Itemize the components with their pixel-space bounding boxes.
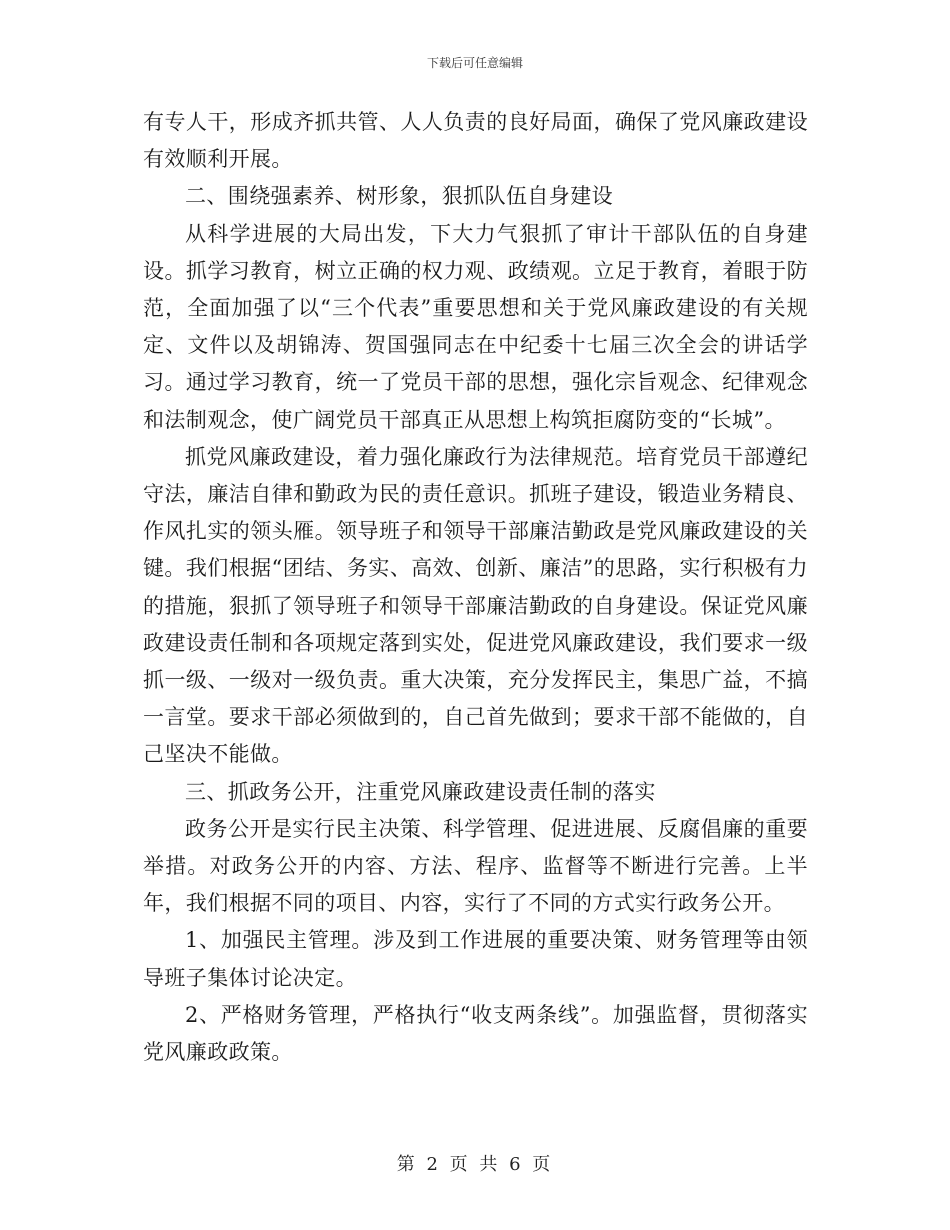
paragraph-6: 政务公开是实行民主决策、科学管理、促进进展、反腐倡廉的重要举措。对政务公开的内容、方法、程序、监督等不断进行完善。上半年，我们根据不同的项目、内容，实行了不同的方式实行政务公开。 (143, 816, 808, 916)
paragraph-1: 有专人干，形成齐抓共管、人人负责的良好局面，确保了党风廉政建设有效顺利开展。 (143, 110, 808, 172)
list-item-1: 1、加强民主管理。涉及到工作进展的重要决策、财务管理等由领导班子集体讨论决定。 (143, 928, 808, 990)
page-number-footer: 第 2 页 共 6 页 (396, 1154, 554, 1175)
section-heading-2: 二、围绕强素养、树形象，狠抓队伍自身建设 (185, 184, 613, 209)
page-header: 下载后可任意编辑 (426, 56, 523, 70)
section-heading-3: 三、抓政务公开，注重党风廉政建设责任制的落实 (185, 779, 656, 804)
document-body (143, 104, 808, 1071)
paragraph-4: 抓党风廉政建设，着力强化廉政行为法律规范。培育党员干部遵纪守法，廉洁自律和勤政为民的责任意识。抓班子建设，锻造业务精良、作风扎实的领头雁。领导班子和领导干部廉洁勤政是党风廉政建设的关键。我们根据“团结、务实、高效、创新、廉洁”的思路，实行积极有力的措施，狠抓了领导班子和领导干部廉洁勤政的自身建设。保证党风廉政建设责任制和各项规定落到实处，促进党风廉政建设，我们要求一级抓一级、一级对一级负责。重大决策，充分发挥民主，集思广益，不搞一言堂。要求干部必须做到的，自己首先做到；要求干部不能做的，自己坚决不能做。 (143, 444, 808, 767)
paragraph-3: 从科学进展的大局出发，下大力气狠抓了审计干部队伍的自身建设。抓学习教育，树立正确的权力观、政绩观。立足于教育，着眼于防范，全面加强了以“三个代表”重要思想和关于党风廉政建设的有关规定、文件以及胡锦涛、贺国强同志在中纪委十七届三次全会的讲话学习。通过学习教育，统一了党员干部的思想，强化宗旨观念、纪律观念和法制观念，使广阔党员干部真正从思想上构筑拒腐防变的“长城”。 (143, 221, 808, 432)
list-item-2: 2、严格财务管理，严格执行“收支两条线”。加强监督，贯彻落实党风廉政政策。 (143, 1002, 808, 1065)
